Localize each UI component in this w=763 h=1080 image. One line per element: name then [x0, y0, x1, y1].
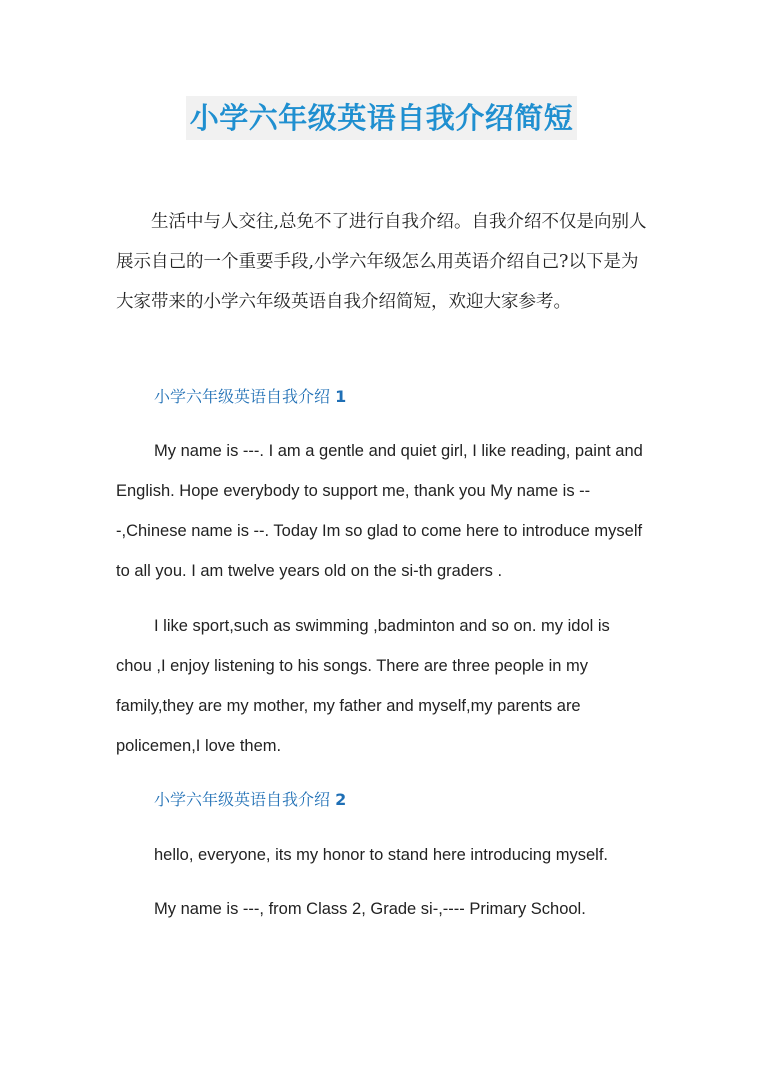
- section-1-paragraph-2: I like sport,such as swimming ,badminton and so on. my idol is chou ,I enjoy listening to his songs. There are three people in my family,they are my mother, my father and myself,my parents are policemen,I love them.: [116, 617, 610, 755]
- section-heading-1-number: 1: [335, 387, 347, 406]
- section-1-paragraph-1: My name is ---. I am a gentle and quiet girl, I like reading, paint and English. Hope everybody to support me, thank you My name is ---,Chinese name is --. Today Im so glad to come here to introduce myself to all you. I am twelve years old on the si-th graders .: [116, 442, 643, 580]
- section-heading-2-number: 2: [335, 790, 347, 809]
- section-heading-2: [154, 788, 346, 812]
- intro-paragraph: 生活中与人交往,总免不了进行自我介绍。自我介绍不仅是向别人展示自己的一个重要手段,小学六年级怎么用英语介绍自己?以下是为大家带来的小学六年级英语自我介绍简短，欢迎大家参考。: [116, 212, 647, 312]
- document-title: [0, 96, 763, 140]
- document-title-text: 小学六年级英语自我介绍简短: [186, 96, 578, 140]
- section-heading-1: [154, 385, 346, 409]
- section-heading-1-text: 小学六年级英语自我介绍: [154, 387, 331, 406]
- section-heading-2-text: 小学六年级英语自我介绍: [154, 790, 331, 809]
- section-2-paragraph-2: My name is ---, from Class 2, Grade si-,---- Primary School.: [154, 900, 586, 918]
- section-2-paragraph-1: hello, everyone, its my honor to stand here introducing myself.: [154, 846, 608, 864]
